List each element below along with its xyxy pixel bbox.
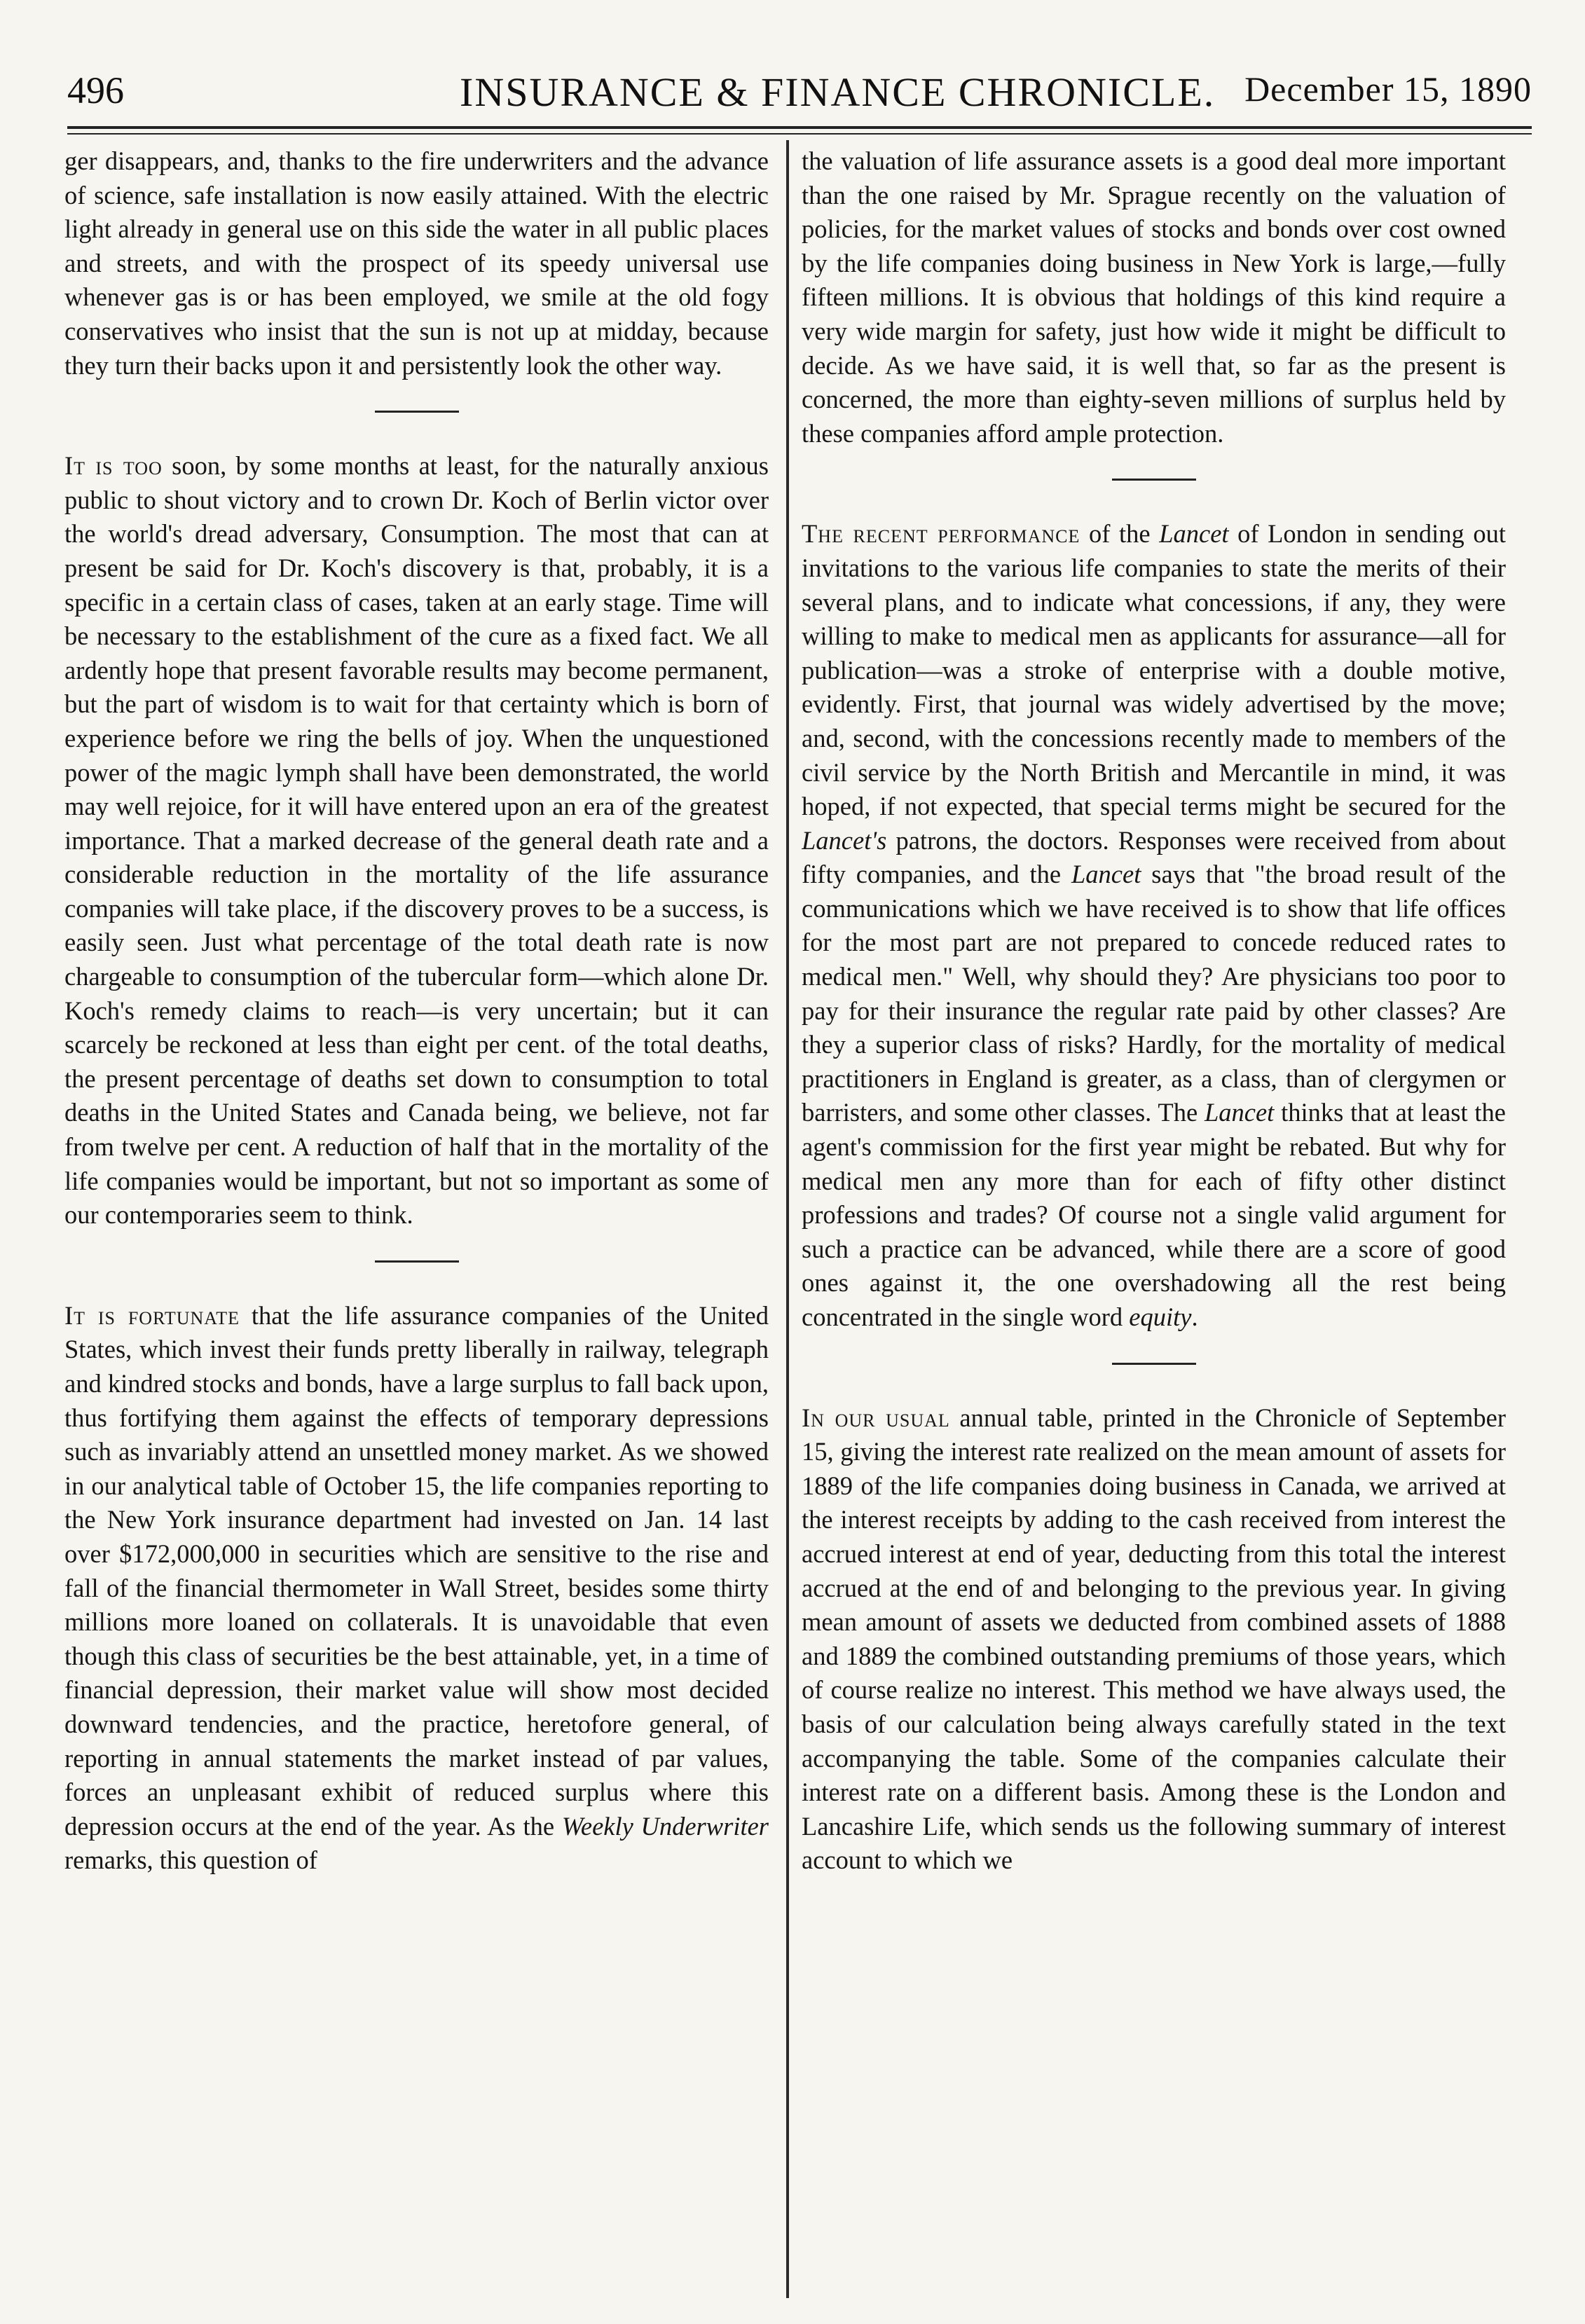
lead-in: It is fortunate (64, 1300, 240, 1330)
article-paragraph: It is fortunate that the life assurance companies of the United States, which invest their funds pretty liberally in railway, telegraph and kindred stocks and bonds, have a large surplus to fall back upon, thus fortifying them against the effects of temporary depressions such as invariably attend an unsettled money market. As we showed in our analytical table of October 15, the life companies reporting to the New York insurance department had invested on Jan. 14 last over $172,000,000 in securities which are sensitive to the rise and fall of the financial thermometer in Wall Street, besides some thirty millions more loaned on collaterals. It is unavoidable that even though this class of securities be the best attainable, yet, in a time of financial depression, their market value will show most decided downward tendencies, and the practice, heretofore general, of reporting in annual statements the market instead of par values, forces an unpleasant exhibit of reduced surplus where this depression occurs at the end of the year. As the Weekly Underwriter remarks, this question of (64, 1300, 769, 1875)
article-separator (375, 1260, 459, 1263)
article-separator (375, 411, 459, 413)
article-separator (1112, 479, 1196, 481)
article-paragraph: the valuation of life assurance assets is a good deal more important than the one raised by Mr. Sprague recently on the valuation of policies, for the market values of stocks and bonds over cost owned by the life companies doing business in New York is large,—fully fifteen millions. It is obvious that holdings of this kind require a very wide margin for safety, just how wide it might be difficult to decide. As we have said, it is well that, so far as the present is concerned, the more than eighty-seven millions of surplus held by these companies afford ample protection. (802, 146, 1506, 448)
lead-in: The recent performance (802, 519, 1080, 549)
article-paragraph: ger disappears, and, thanks to the fire underwriters and the advance of science, safe installation is now easily attained. With the electric light already in general use on this side the water in all public places and streets, and with the prospect of its speedy universal use whenever gas is or has been employed, we smile at the old fogy conservatives who insist that the sun is not up at midday, because they turn their backs upon it and persistently look the other way. (64, 146, 769, 380)
header-rule-thin (67, 133, 1532, 135)
article-paragraph: It is too soon, by some months at least, for the naturally anxious public to shout victory and to crown Dr. Koch of Berlin victor over the world's dread adversary, Consumption. The most that can at present be said for Dr. Koch's discovery is that, probably, it is a specific in a certain class of cases, taken at an early stage. Time will be necessary to the establishment of the cure as a fixed fact. We all ardently hope that present favorable results may become permanent, but the part of wisdom is to wait for that certainty which is born of experience before we ring the bells of joy. When the unquestioned power of the magic lymph shall have been demonstrated, the world may well rejoice, for it will have entered upon an era of the greatest importance. That a marked decrease of the general death rate and a considerable reduction in the mortality of the life assurance companies will take place, if the discovery proves to be a success, is easily seen. Just what percentage of the total death rate is now chargeable to consumption of the tubercular form—which alone Dr. Koch's remedy claims to reach—is very uncertain; but it can scarcely be reckoned at less than eight per cent. of the total deaths, the present percentage of deaths set down to consumption to total deaths in the United States and Canada being, we believe, not far from twelve per cent. A reduction of half that in the mortality of the life companies would be important, but not so important as some of our contemporaries seem to think. (64, 451, 769, 1230)
article-paragraph: The recent performance of the Lancet of London in sending out invitations to the various life companies to state the merits of their several plans, and to indicate what concessions, if any, they were willing to make to medical men as applicants for assurance—all for publication—was a stroke of enterprise with a double motive, evidently. First, that journal was widely advertised by the move; and, second, with the concessions recently made to members of the civil service by the North British and Mercantile in mind, it was hoped, if not expected, that special terms might be secured for the Lancet's patrons, the doctors. Responses were received from about fifty companies, and the Lancet says that "the broad result of the communications which we have received is to show that life offices for the most part are not prepared to concede reduced rates to medical men." Well, why should they? Are physicians too poor to pay for their insurance the regular rate paid by other classes? Are they a superior class of risks? Hardly, for the mortality of medical practitioners in England is greater, as a class, than of clergymen or barristers, and some other classes. The Lancet thinks that at least the agent's commission for the first year might be rebated. But why for medical men any more than for each of fifty other distinct professions and trades? Of course not a single valid argument for such a practice can be advanced, while there are a score of good ones against it, the one overshadowing all the rest being concentrated in the single word equity. (802, 519, 1506, 1331)
lead-in: In our usual (802, 1403, 950, 1432)
left-column (64, 144, 769, 2309)
article-separator (1112, 1363, 1196, 1365)
right-column (802, 144, 1506, 2309)
column-divider (786, 140, 789, 2298)
lead-in: It is too (64, 451, 163, 481)
header-rule (67, 126, 1532, 129)
publication-title: INSURANCE & FINANCE CHRONICLE. (460, 69, 1216, 115)
article-paragraph: In our usual annual table, printed in the Chronicle of September 15, giving the interest rate realized on the mean amount of assets for 1889 of the life companies doing business in Canada, we arrived at the interest receipts by adding to the cash received from interest the accrued interest at end of year, deducting from this total the interest accrued at the end of and belonging to the previous year. In giving mean amount of assets we deducted from combined assets of 1888 and 1889 the combined outstanding premiums of those years, which of course realize no interest. This method we have always used, the basis of our calculation being always carefully stated in the text accompanying the table. Some of the companies calculate their interest rate on a different basis. Among these is the London and Lancashire Life, which sends us the following summary of interest account to which we (802, 1403, 1506, 1875)
issue-date: December 15, 1890 (1244, 69, 1532, 109)
page-header (67, 69, 1532, 125)
page-number: 496 (67, 69, 124, 111)
